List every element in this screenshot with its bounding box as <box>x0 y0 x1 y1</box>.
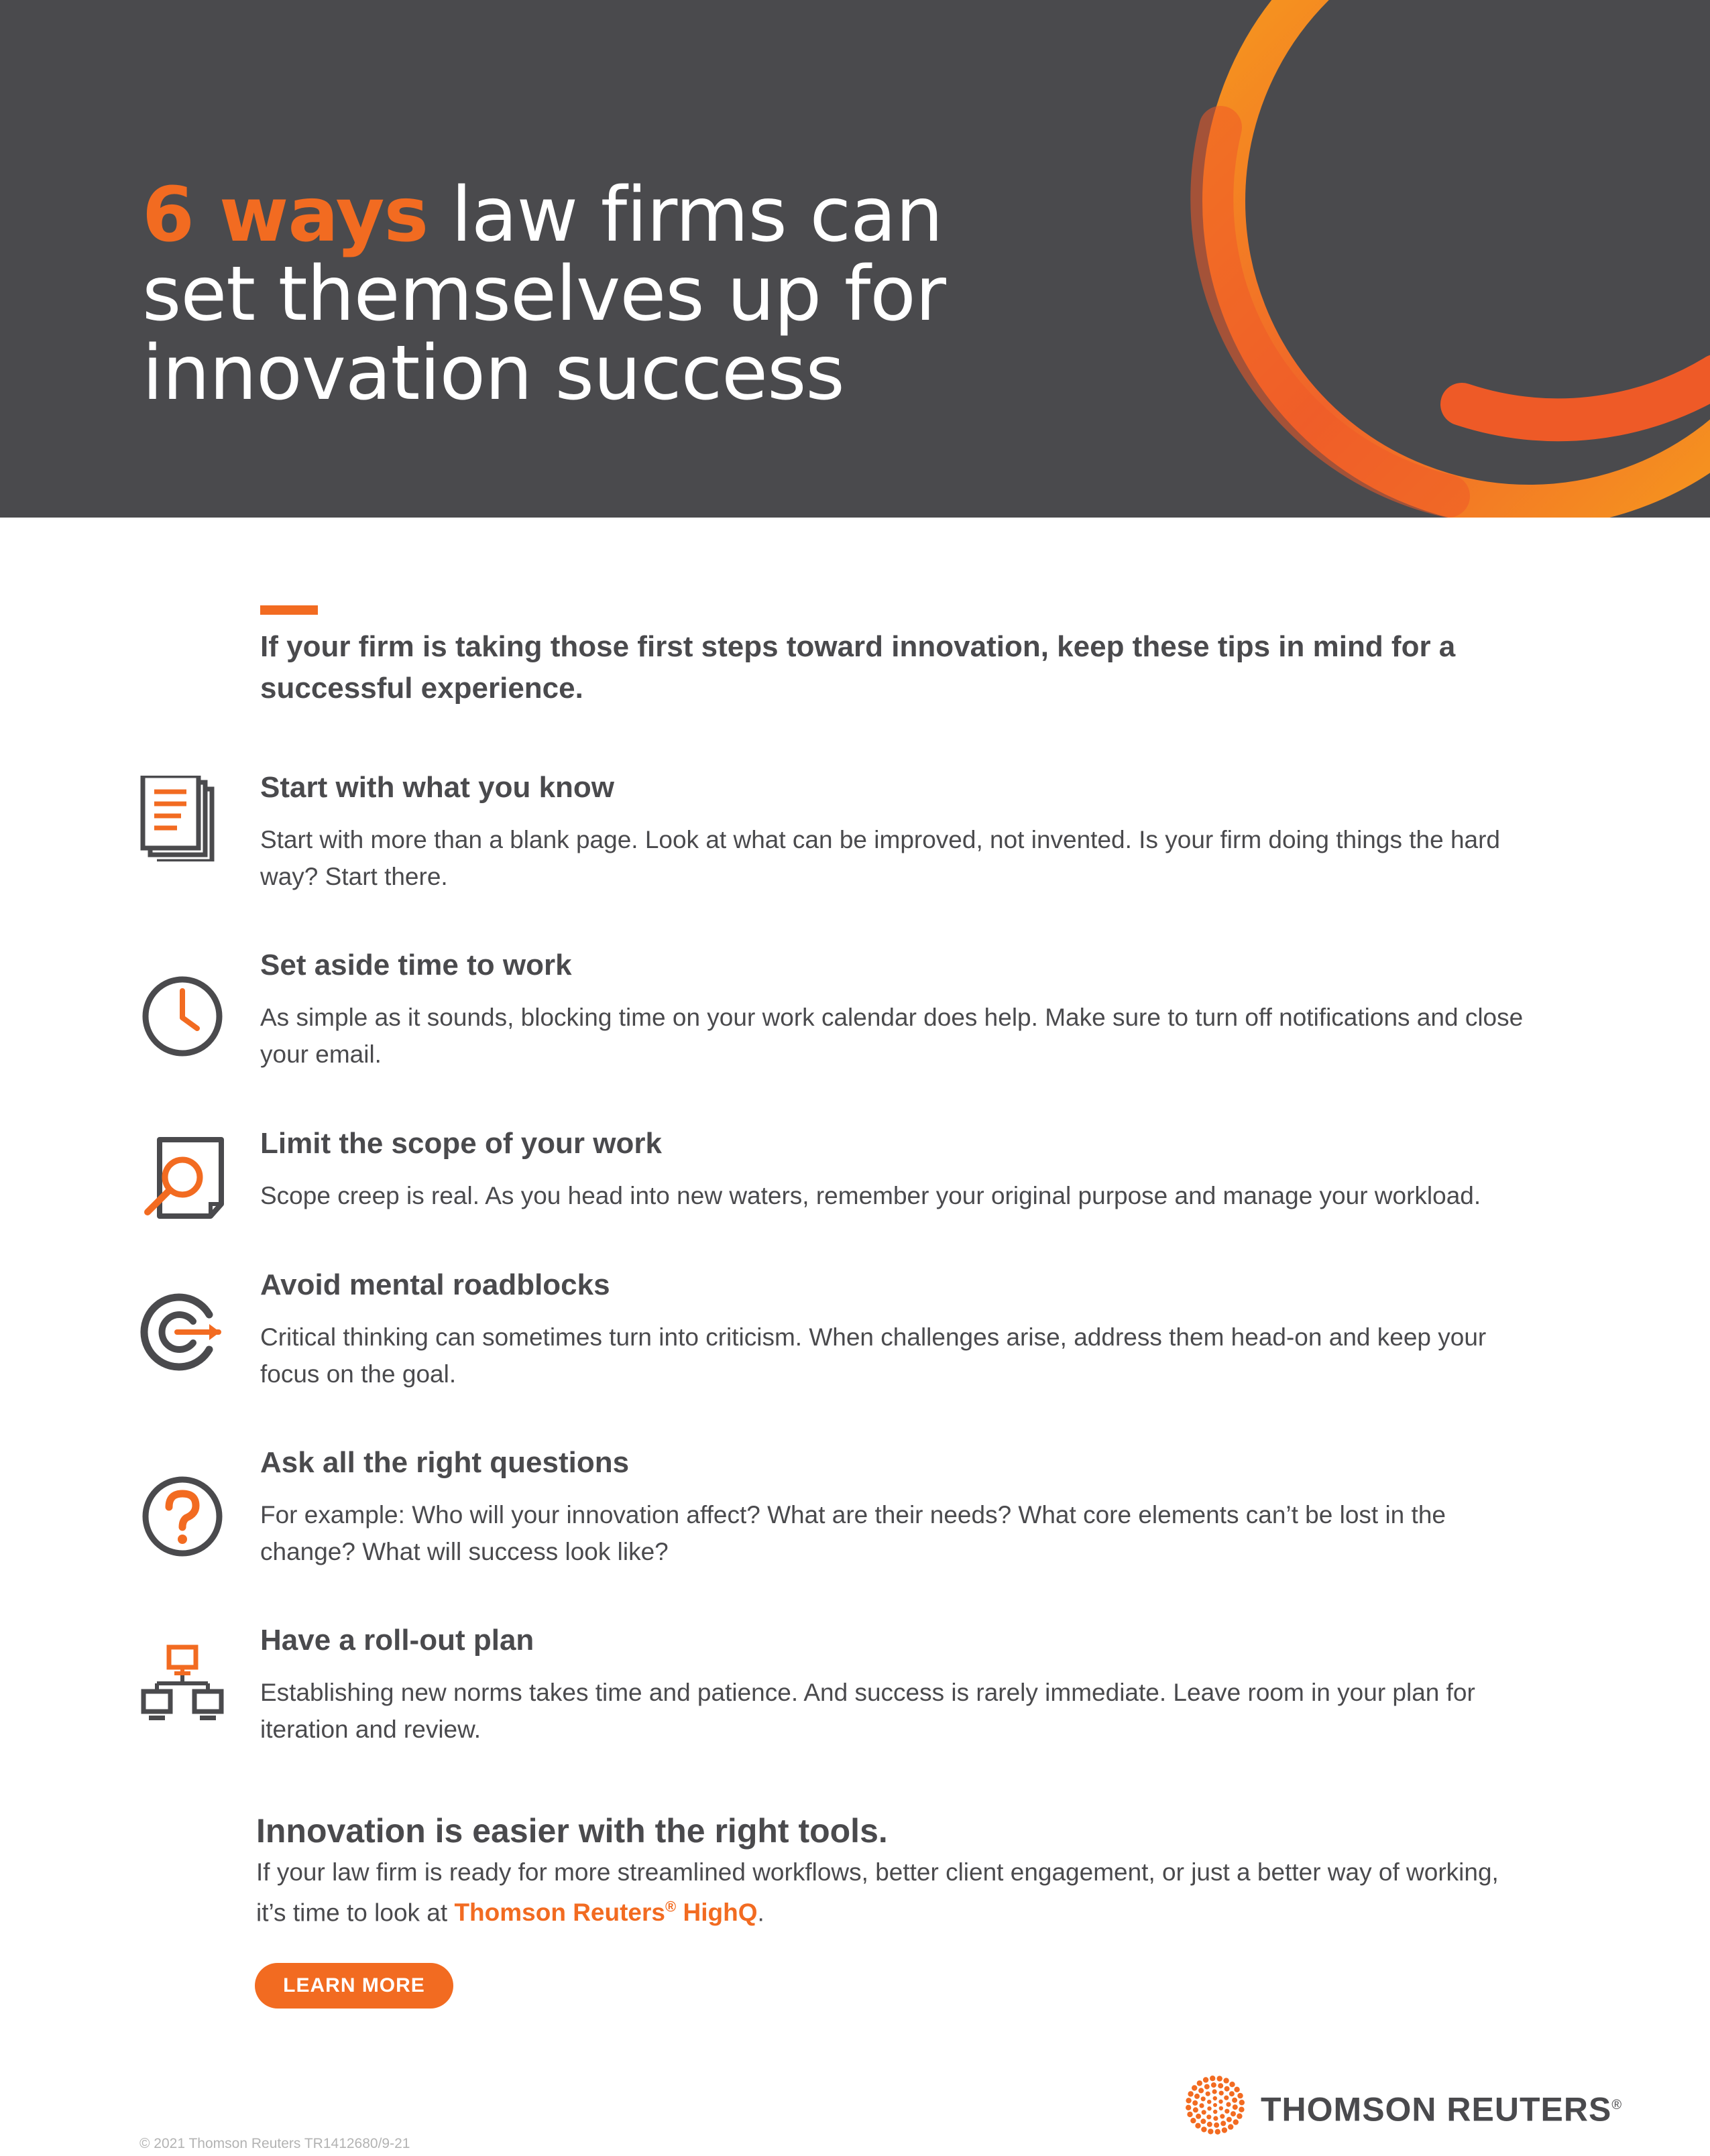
logo-dot <box>1213 2103 1217 2107</box>
hero-banner <box>0 0 1710 518</box>
clock-icon <box>139 973 225 1059</box>
logo-dot <box>1186 2105 1191 2110</box>
logo-dot <box>1237 2113 1242 2118</box>
brand-name: Thomson Reuters <box>454 1899 665 1927</box>
logo-dot <box>1210 2076 1215 2081</box>
page-title <box>142 172 946 417</box>
tip-title: Avoid mental roadblocks <box>260 1268 610 1301</box>
logo-dot <box>1224 2096 1229 2100</box>
logo-dot <box>1211 2082 1216 2088</box>
logo-dot <box>1200 2118 1206 2124</box>
logo-dot <box>1207 2100 1211 2104</box>
logo-dot <box>1215 2129 1220 2135</box>
brand-product: HighQ <box>676 1899 758 1927</box>
logo-dot <box>1198 2088 1204 2093</box>
logo-dot <box>1218 2100 1222 2104</box>
title-line-2: set themselves up for <box>142 251 946 338</box>
tip-title: Ask all the right questions <box>260 1446 630 1479</box>
logo-dot <box>1220 2114 1224 2118</box>
logo-dot <box>1224 2086 1230 2092</box>
tip-body: As simple as it sounds, blocking time on your work calendar does help. Make sure to turn off notifications and close your email. <box>260 1004 1524 1068</box>
logo-dot <box>1233 2104 1238 2110</box>
logo-dot <box>1207 2122 1212 2127</box>
logo-dot <box>1202 2110 1206 2114</box>
tip-title: Set aside time to work <box>260 949 572 981</box>
logo-dot <box>1231 2111 1236 2116</box>
brand-registered: ® <box>665 1899 677 1915</box>
logo-dot <box>1223 2078 1229 2083</box>
logo-dot <box>1201 2127 1206 2132</box>
tip-body: Start with more than a blank page. Look at what can be improved, not invented. Is your firm doing things the hard way? Start there. <box>260 826 1501 890</box>
intro-text: If your firm is taking those first steps toward innovation, keep these tips in mind for a successful experience. <box>260 630 1456 705</box>
learn-more-button[interactable]: LEARN MORE <box>255 1963 453 2009</box>
logo-dot <box>1227 2117 1232 2122</box>
logo-dot <box>1199 2103 1204 2108</box>
network-computers-icon <box>139 1644 225 1730</box>
logo-dot <box>1212 2089 1217 2094</box>
logo-dot <box>1192 2085 1197 2090</box>
logo-dot <box>1206 2114 1211 2119</box>
tip-body: Scope creep is real. As you head into new waters, remember your original purpose and manage your workload. <box>260 1182 1481 1209</box>
logo-dot <box>1229 2091 1235 2096</box>
tip-body: Establishing new norms takes time and patience. And success is rarely immediate. Leave room in your plan for iteration and review. <box>260 1679 1475 1743</box>
logo-dot <box>1213 2116 1218 2120</box>
logo-dot <box>1190 2118 1196 2123</box>
thomson-reuters-dots-icon <box>1182 2072 1255 2139</box>
logo-dot <box>1204 2084 1210 2090</box>
documents-icon <box>139 776 225 861</box>
logo-dot <box>1187 2112 1192 2117</box>
tip-title: Have a roll-out plan <box>260 1624 534 1657</box>
logo-dot <box>1233 2119 1239 2124</box>
logo-wordmark <box>1261 2085 1622 2130</box>
logo-dot <box>1213 2096 1217 2100</box>
logo-dot <box>1192 2100 1198 2106</box>
logo-dot <box>1222 2127 1227 2133</box>
logo-dot <box>1197 2080 1202 2086</box>
logo-dot <box>1186 2098 1191 2103</box>
tip-title: Limit the scope of your work <box>260 1127 662 1160</box>
logo-dot <box>1213 2110 1217 2114</box>
logo-dot <box>1206 2092 1210 2096</box>
logo-dot <box>1239 2100 1245 2105</box>
logo-dot <box>1203 2077 1208 2082</box>
logo-wordmark-text: THOMSON REUTERS <box>1261 2090 1612 2129</box>
logo-dot <box>1229 2082 1235 2087</box>
cta-body-text: If your law firm is ready for more streamlined workflows, better client engagement, or just a better way of working, it’s time to look at <box>256 1858 1499 1927</box>
thomson-reuters-logo <box>1182 2072 1651 2139</box>
logo-dot <box>1226 2102 1231 2107</box>
cta-heading: Innovation is easier with the right tools. <box>256 1812 888 1850</box>
cta-body <box>256 1855 1530 1930</box>
title-line-3: innovation success <box>142 330 844 417</box>
logo-dot <box>1228 2124 1233 2129</box>
tip-body: Critical thinking can sometimes turn into criticism. When challenges arise, address them head-on and keep your focus on the goal. <box>260 1323 1487 1388</box>
logo-dot <box>1224 2109 1229 2114</box>
title-accent: 6 ways <box>142 172 429 259</box>
logo-dot <box>1195 2123 1200 2129</box>
logo-dot <box>1218 2083 1223 2088</box>
logo-dot <box>1188 2091 1193 2096</box>
logo-dot <box>1219 2106 1223 2110</box>
logo-dot <box>1220 2120 1226 2126</box>
logo-dot <box>1201 2096 1206 2101</box>
title-line-1 <box>142 172 946 259</box>
highq-link[interactable] <box>454 1899 757 1926</box>
magnifier-document-icon <box>139 1134 225 1220</box>
logo-dot <box>1239 2107 1244 2112</box>
logo-registered: ® <box>1611 2098 1623 2112</box>
logo-dot <box>1193 2107 1198 2112</box>
logo-dot <box>1194 2094 1200 2099</box>
cta-body-end: . <box>757 1899 764 1927</box>
copyright: © 2021 Thomson Reuters TR1412680/9-21 <box>139 2136 410 2151</box>
title-line-1-text: law firms can <box>428 172 943 259</box>
logo-dot <box>1237 2093 1243 2098</box>
logo-dot <box>1196 2114 1201 2119</box>
tip-title: Start with what you know <box>260 771 615 804</box>
logo-dot <box>1207 2106 1211 2110</box>
logo-dot <box>1214 2122 1219 2128</box>
logo-dot <box>1217 2076 1222 2081</box>
target-arrow-icon <box>139 1289 225 1375</box>
logo-dot <box>1219 2091 1224 2096</box>
question-circle-icon <box>139 1474 225 1559</box>
logo-dot <box>1232 2098 1237 2103</box>
tip-body: For example: Who will your innovation affect? What are their needs? What core elements can’t be lost in the change? What will success look like? <box>260 1501 1446 1565</box>
accent-divider <box>260 605 318 615</box>
logo-dot <box>1234 2087 1239 2092</box>
logo-dot <box>1208 2129 1213 2134</box>
